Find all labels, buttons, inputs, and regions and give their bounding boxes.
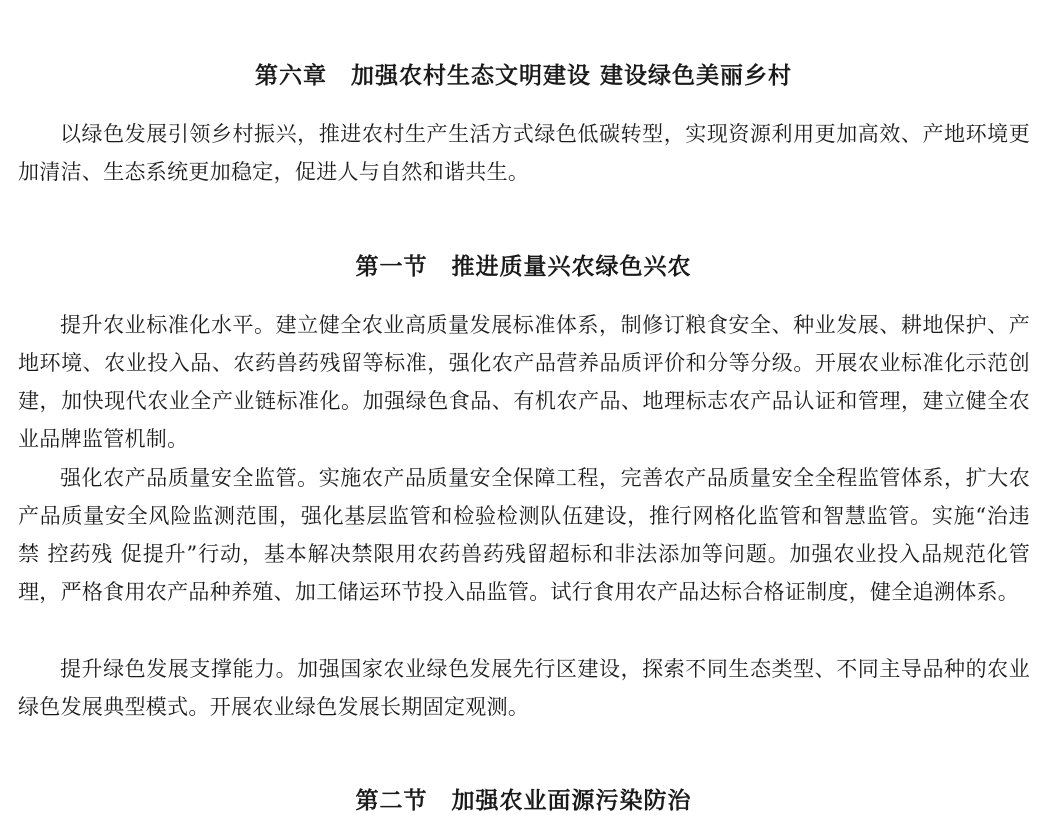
chapter-title: 第六章 加强农村生态文明建设 建设绿色美丽乡村 [254,62,792,90]
section-2-title: 第二节 加强农业面源污染防治 [355,787,692,815]
section-1-title: 第一节 推进质量兴农绿色兴农 [355,253,692,281]
section-1-paragraph-3: 提升绿色发展支撑能力。加强国家农业绿色发展先行区建设，探索不同生态类型、不同主导品种的农业绿色发展典型模式。开展农业绿色发展长期固定观测。 [18,657,1030,719]
section-1-paragraph-2: 强化农产品质量安全监管。实施农产品质量安全保障工程，完善农产品质量安全全程监管体系，扩大农产品质量安全风险监测范围，强化基层监管和检验检测队伍建设，推行网格化监管和智慧监管。实施“治违禁 控药残 促提升”行动，基本解决禁限用农药兽药残留超标和非法添加等问题。加强农业投入品规范化管理，严格食用农产品种养殖、加工储运环节投入品监管。试行食用农产品达标合格证制度，健全追溯体系。 [18,466,1030,604]
section-1-paragraph-1: 提升农业标准化水平。建立健全农业高质量发展标准体系，制修订粮食安全、种业发展、耕地保护、产地环境、农业投入品、农药兽药残留等标准，强化农产品营养品质评价和分等分级。开展农业标准化示范创建，加快现代农业全产业链标准化。加强绿色食品、有机农产品、地理标志农产品认证和管理，建立健全农业品牌监管机制。 [18,313,1030,451]
chapter-intro-paragraph: 以绿色发展引领乡村振兴，推进农村生产生活方式绿色低碳转型，实现资源利用更加高效、产地环境更加清洁、生态系统更加稳定，促进人与自然和谐共生。 [18,122,1030,184]
